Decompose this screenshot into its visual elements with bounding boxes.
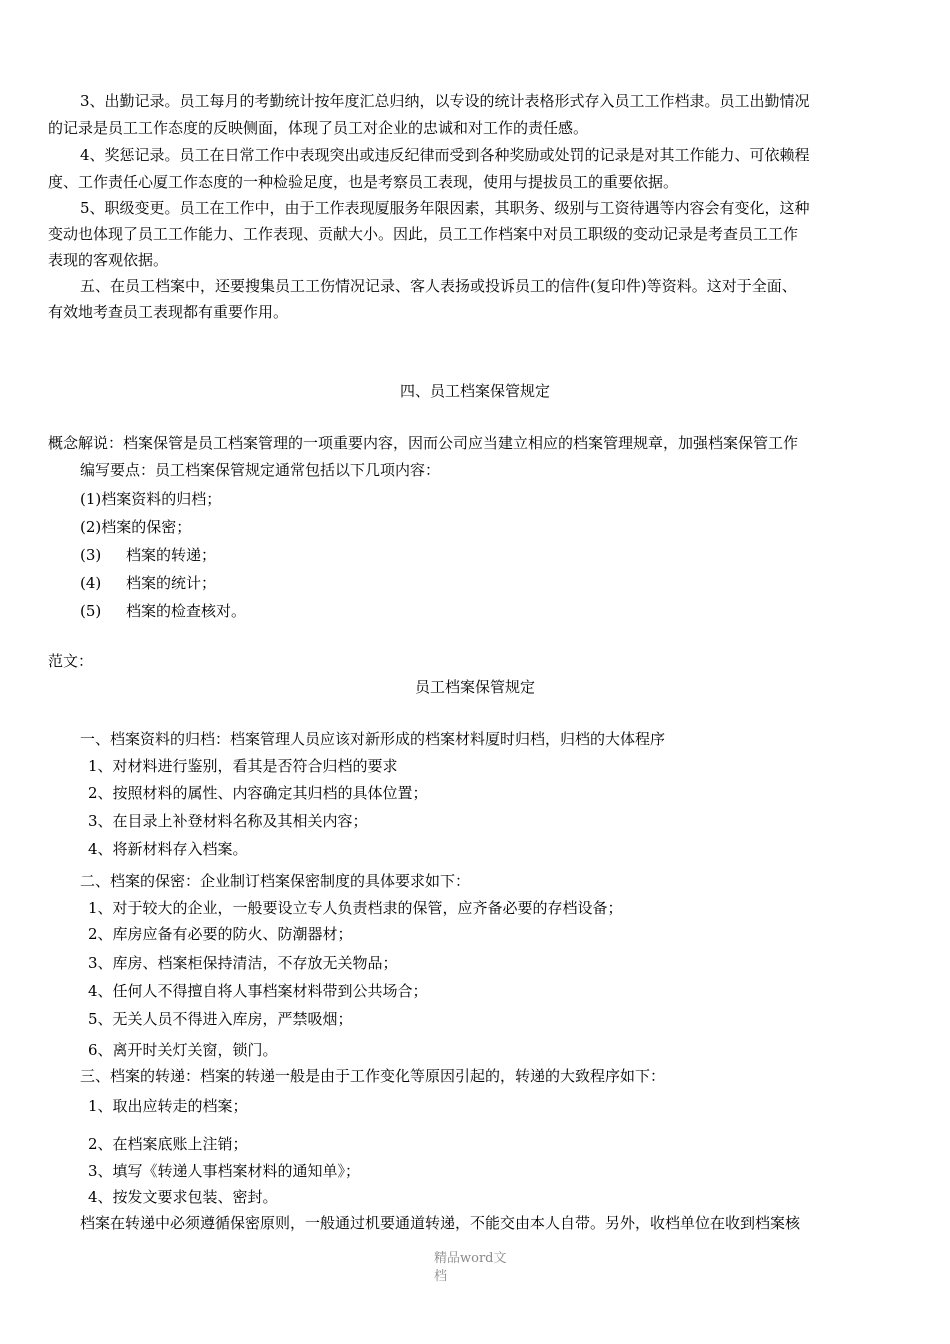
secrecy-item: 2、库房应备有必要的防火、防潮器材； <box>88 925 353 943</box>
secrecy-item: 1、对于较大的企业，一般要设立专人负责档隶的保管，应齐备必要的存档设备； <box>88 899 623 917</box>
point-number: (3) <box>80 546 102 564</box>
rank-line-2: 变动也体现了员工工作能力、工作表现、贡献大小。因此，员工工作档案中对员工职级的变动记录是考查员工工作 <box>48 225 799 243</box>
transfer-heading: 三、档案的转递：档案的转递一般是由于工作变化等原因引起的，转递的大致程序如下： <box>80 1067 666 1085</box>
rank-line-3: 表现的客观依据。 <box>48 251 169 269</box>
point-text: 档案的检查核对。 <box>126 602 247 620</box>
point-text: 档案的统计； <box>126 574 217 592</box>
secrecy-item: 3、库房、档案柜保持清洁，不存放无关物品； <box>88 954 398 972</box>
clause-five-line-2: 有效地考查员工表现都有重要作用。 <box>48 303 289 321</box>
clause-five-line-1: 五、在员工档案中，还要搜集员工工伤情况记录、客人表扬或投诉员工的信件(复印件)等资料。这对于全面、 <box>80 277 797 295</box>
point-text: (2)档案的保密； <box>80 518 192 536</box>
sample-title: 员工档案保管规定 <box>414 678 535 696</box>
filing-item: 1、对材料进行鉴别，看其是否符合归档的要求 <box>88 757 398 775</box>
secrecy-item: 4、任何人不得擅自将人事档案材料带到公共场合； <box>88 982 428 1000</box>
point-number: (5) <box>80 602 102 620</box>
filing-item: 3、在目录上补登材料名称及其相关内容； <box>88 812 368 830</box>
concept-paragraph: 概念解说：档案保管是员工档案管理的一项重要内容，因而公司应当建立相应的档案管理规章，加强档案保管工作 <box>48 434 799 452</box>
transfer-item: 2、在档案底账上注销； <box>88 1135 248 1153</box>
point-item <box>80 573 216 593</box>
secrecy-item: 6、离开时关灯关窗，锁门。 <box>88 1041 278 1059</box>
point-item <box>80 489 221 509</box>
rewards-line-2: 度、工作责任心厦工作态度的一种检验足度，也是考察员工表现，使用与提拔员工的重要依据。 <box>48 173 679 191</box>
point-item <box>80 545 216 565</box>
filing-item: 4、将新材料存入档案。 <box>88 840 248 858</box>
section-title: 四、员工档案保管规定 <box>399 382 550 400</box>
secrecy-item: 5、无关人员不得进入库房，严禁吸烟； <box>88 1010 353 1028</box>
transfer-item: 3、填写《转递人事档案材料的通知单》； <box>88 1162 361 1180</box>
footer-line-2: 档 <box>434 1269 448 1284</box>
filing-heading: 一、档案资料的归档：档案管理人员应该对新形成的档案材料厦时归档，归档的大体程序 <box>80 730 666 748</box>
point-number: (4) <box>80 574 102 592</box>
sample-label: 范文： <box>48 652 94 670</box>
rewards-line-1: 4、奖惩记录。员工在日常工作中表现突出或违反纪律而受到各种奖励或处罚的记录是对其工作能力、可依赖程 <box>80 146 810 164</box>
footer-watermark <box>434 1250 507 1286</box>
point-text: (1)档案资料的归档； <box>80 490 222 508</box>
rank-line-1: 5、职级变更。员工在工作中，由于工作表现厦服务年限因素，其职务、级别与工资待遇等内容会有变化，这种 <box>80 199 810 217</box>
points-intro: 编写要点：员工档案保管规定通常包括以下几项内容： <box>80 461 441 479</box>
filing-item: 2、按照材料的属性、内容确定其归档的具体位置； <box>88 784 428 802</box>
attendance-line-1: 3、出勤记录。员工每月的考勤统计按年度汇总归纳，以专设的统计表格形式存入员工工作档隶。员工出勤情况 <box>80 92 810 110</box>
secrecy-heading: 二、档案的保密：企业制订档案保密制度的具体要求如下： <box>80 872 471 890</box>
transfer-note: 档案在转递中必须遵循保密原则，一般通过机要通道转递，不能交由本人自带。另外，收档单位在收到档案核 <box>80 1214 801 1232</box>
point-text: 档案的转递； <box>126 546 217 564</box>
point-item <box>80 601 246 621</box>
attendance-line-2: 的记录是员工工作态度的反映侧面，体现了员工对企业的忠诚和对工作的责任感。 <box>48 119 589 137</box>
transfer-item: 1、取出应转走的档案； <box>88 1097 248 1115</box>
transfer-item: 4、按发文要求包装、密封。 <box>88 1188 278 1206</box>
footer-line-1: 精品word文 <box>434 1251 507 1266</box>
point-item <box>80 517 191 537</box>
